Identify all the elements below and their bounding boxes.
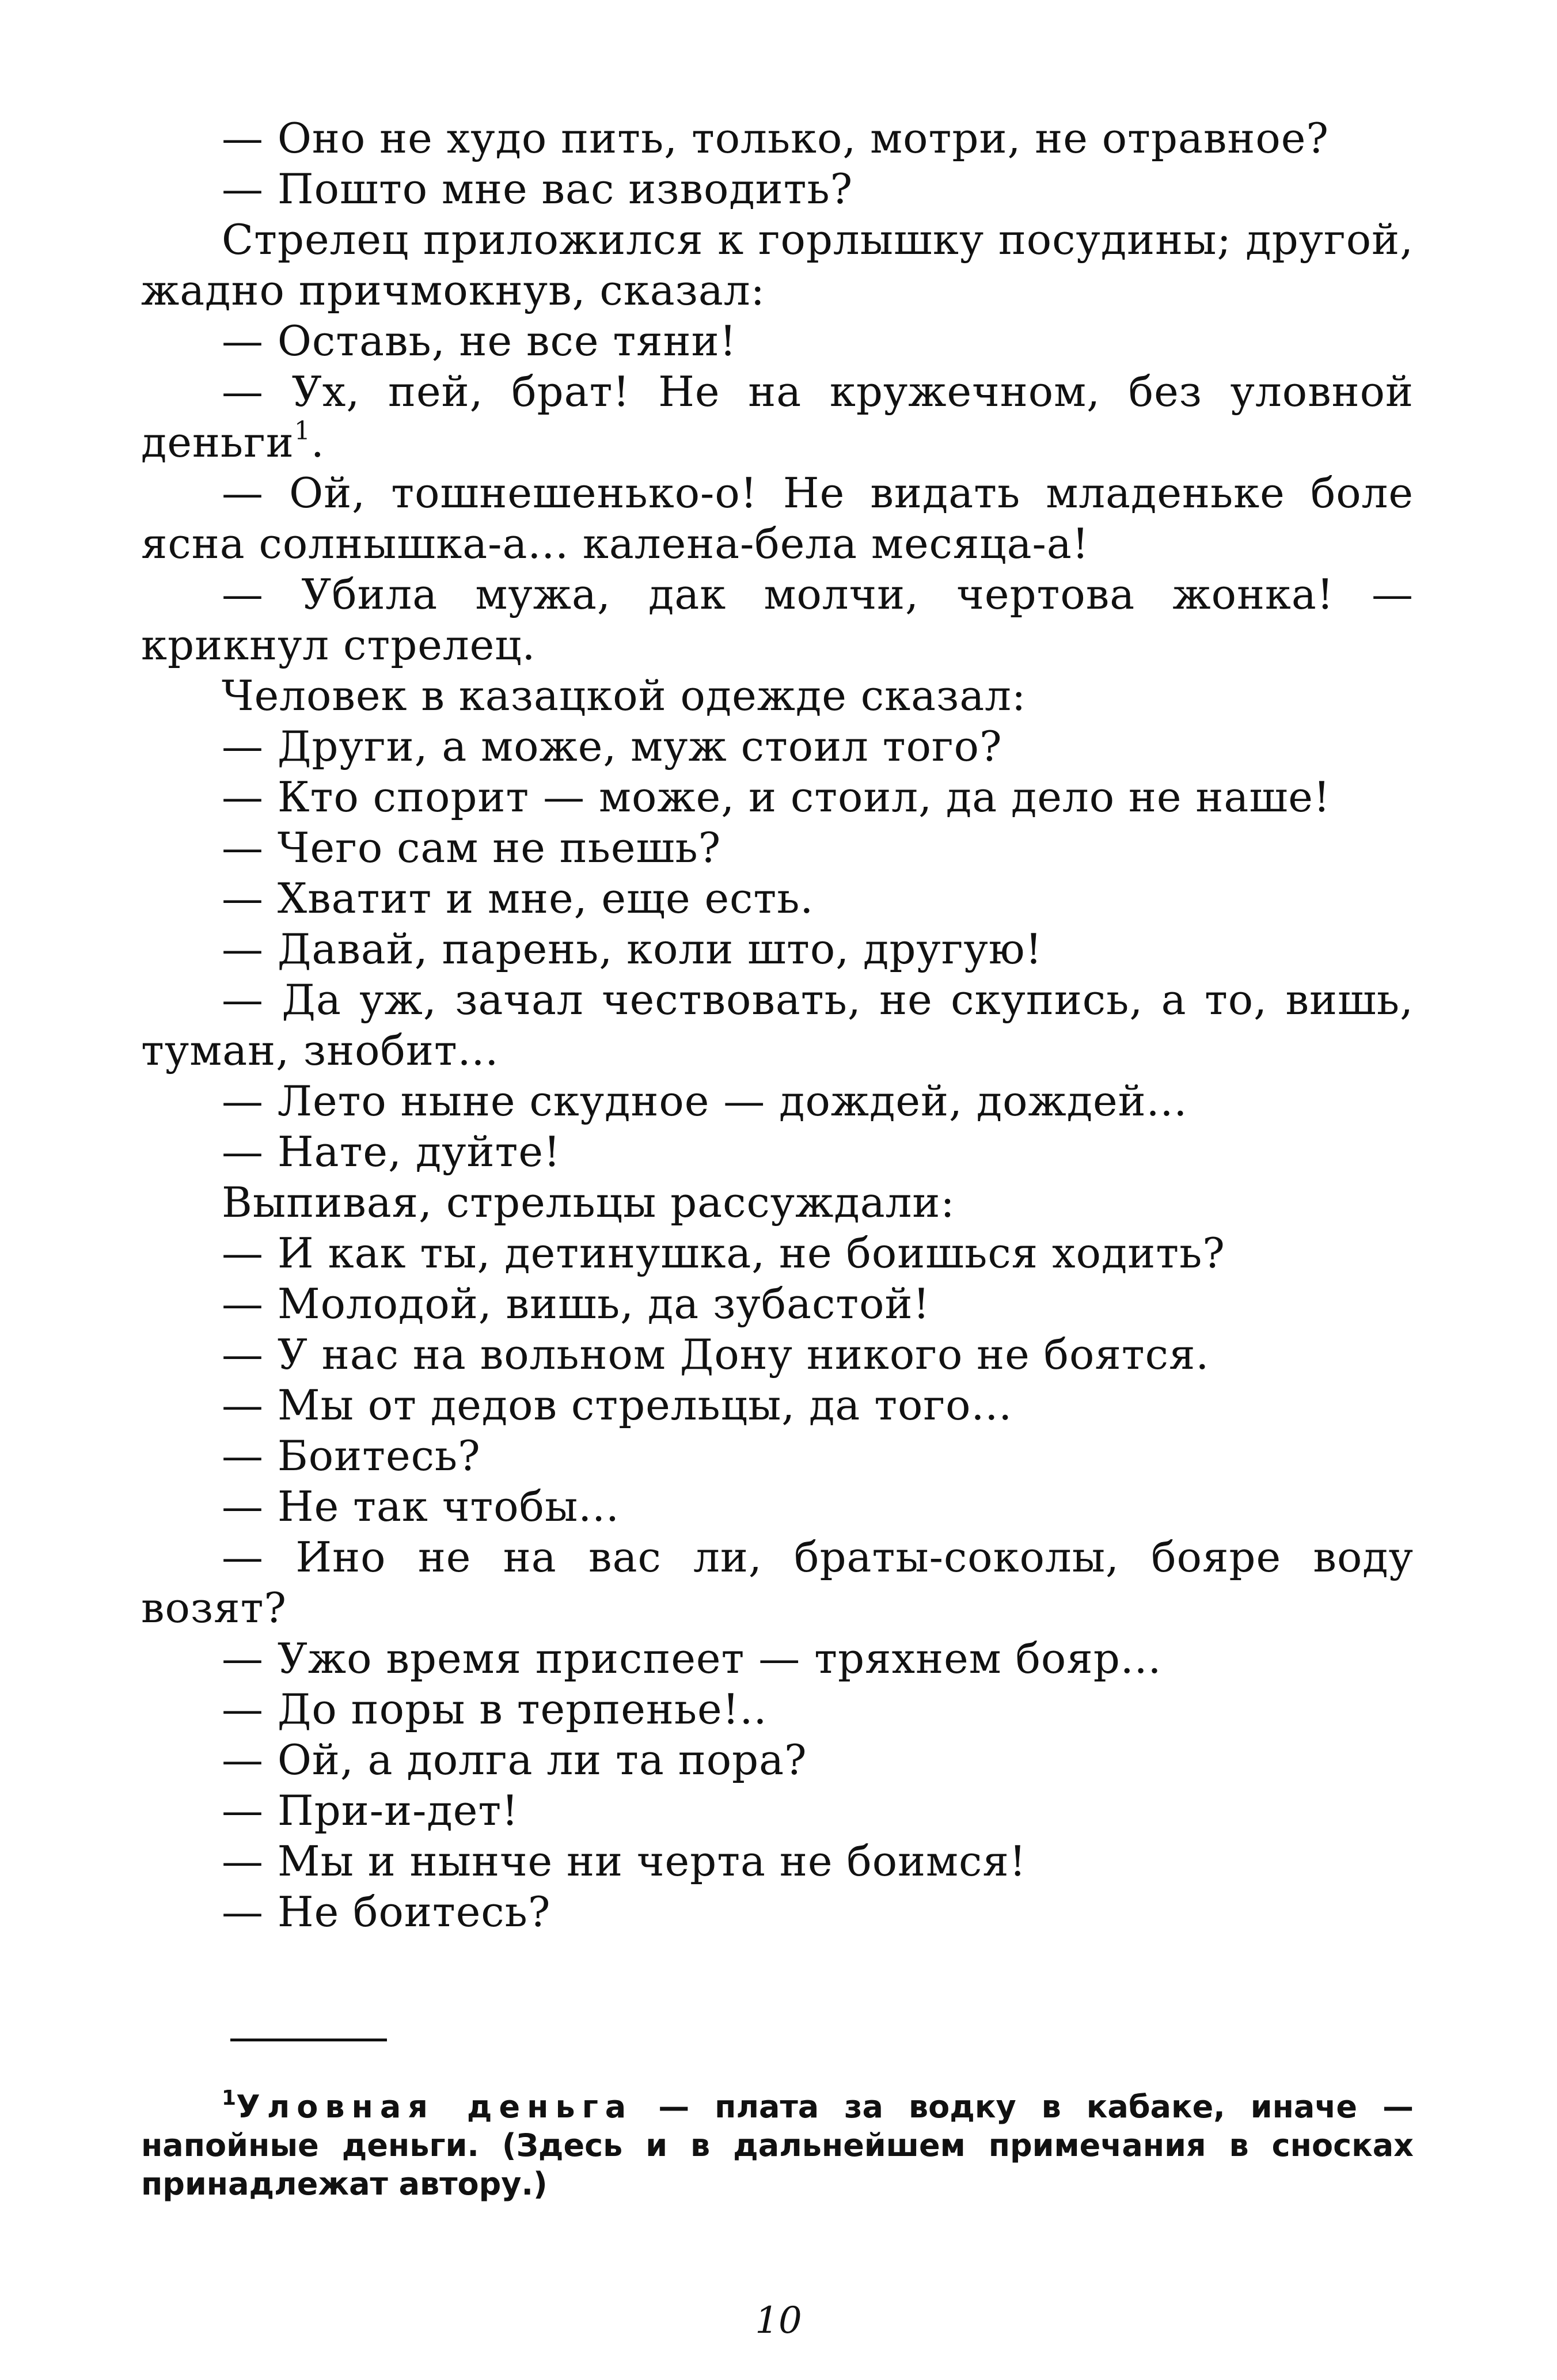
main-text: [141, 113, 1414, 1937]
page-number: 10: [755, 2299, 802, 2342]
paragraph-14: — Да уж, зачал чествовать, не скупись, а то, вишь, туман, знобит...: [141, 975, 1414, 1075]
paragraph-21: — Мы от дедов стрельцы, да того...: [222, 1381, 1013, 1429]
paragraph-29: — Мы и нынче ни черта не боимся!: [222, 1837, 1027, 1885]
paragraph-2: — Пошто мне вас изводить?: [222, 165, 853, 213]
paragraph-13: — Давай, парень, коли што, другую!: [222, 925, 1043, 973]
footnote-number: 1: [222, 2086, 237, 2110]
footnote-divider: [230, 2039, 387, 2041]
paragraph-23: — Не так чтобы...: [222, 1482, 620, 1531]
paragraph-17: Выпивая, стрельцы рассуждали:: [222, 1178, 955, 1227]
paragraph-30: — Не боитесь?: [222, 1888, 551, 1936]
paragraph-4: — Оставь, не все тяни!: [222, 317, 737, 365]
paragraph-12: — Хватит и мне, еще есть.: [222, 874, 814, 923]
paragraph-7: — Убила мужа, дак молчи, чертова жонка! — крикнул стрелец.: [141, 570, 1414, 669]
paragraph-26: — До поры в терпенье!..: [222, 1685, 768, 1733]
paragraph-19: — Молодой, вишь, да зубастой!: [222, 1280, 931, 1328]
paragraph-27: — Ой, а долга ли та пора?: [222, 1736, 807, 1784]
paragraph-18: — И как ты, детинушка, не боишься ходить?: [222, 1229, 1225, 1277]
paragraph-5-text: — Ух, пей, брат! Не на кружечном, без уловной деньги: [141, 367, 1414, 466]
footnote-term: Уловная деньга: [236, 2089, 633, 2125]
footnote-text: — плата за водку в кабаке, иначе — напойные деньги. (Здесь и в дальнейшем примечания в сносках принадлежат автору.): [141, 2089, 1414, 2202]
paragraph-25: — Ужо время приспеет — тряхнем бояр...: [222, 1634, 1162, 1683]
paragraph-15: — Лето ныне скудное — дождей, дождей...: [222, 1077, 1188, 1125]
paragraph-28: — При-и-дет!: [222, 1786, 519, 1835]
paragraph-8: Человек в казацкой одежде сказал:: [222, 671, 1027, 720]
paragraph-24: — Ино не на вас ли, браты-соколы, бояре воду возят?: [141, 1533, 1414, 1632]
paragraph-1: — Оно не худо пить, только, мотри, не отравное?: [222, 114, 1329, 162]
paragraph-10: — Кто спорит — може, и стоил, да дело не наше!: [222, 773, 1331, 821]
paragraph-3: Стрелец приложился к горлышку посудины; другой, жадно причмокнув, сказал:: [141, 215, 1414, 314]
paragraph-5-end: .: [310, 418, 325, 466]
paragraph-22: — Боитесь?: [222, 1432, 481, 1480]
paragraph-9: — Други, а може, муж стоил того?: [222, 722, 1002, 770]
footnote: [141, 2087, 1414, 2203]
paragraph-11: — Чего сам не пьешь?: [222, 823, 721, 872]
paragraph-6: — Ой, тошнешенько-о! Не видать младеньке боле ясна солнышка-а... калена-бела месяца-а!: [141, 469, 1414, 568]
footnote-reference: 1: [294, 416, 311, 446]
paragraph-5: [141, 366, 1414, 468]
paragraph-20: — У нас на вольном Дону никого не боятся.: [222, 1330, 1210, 1379]
paragraph-16: — Нате, дуйте!: [222, 1128, 561, 1176]
